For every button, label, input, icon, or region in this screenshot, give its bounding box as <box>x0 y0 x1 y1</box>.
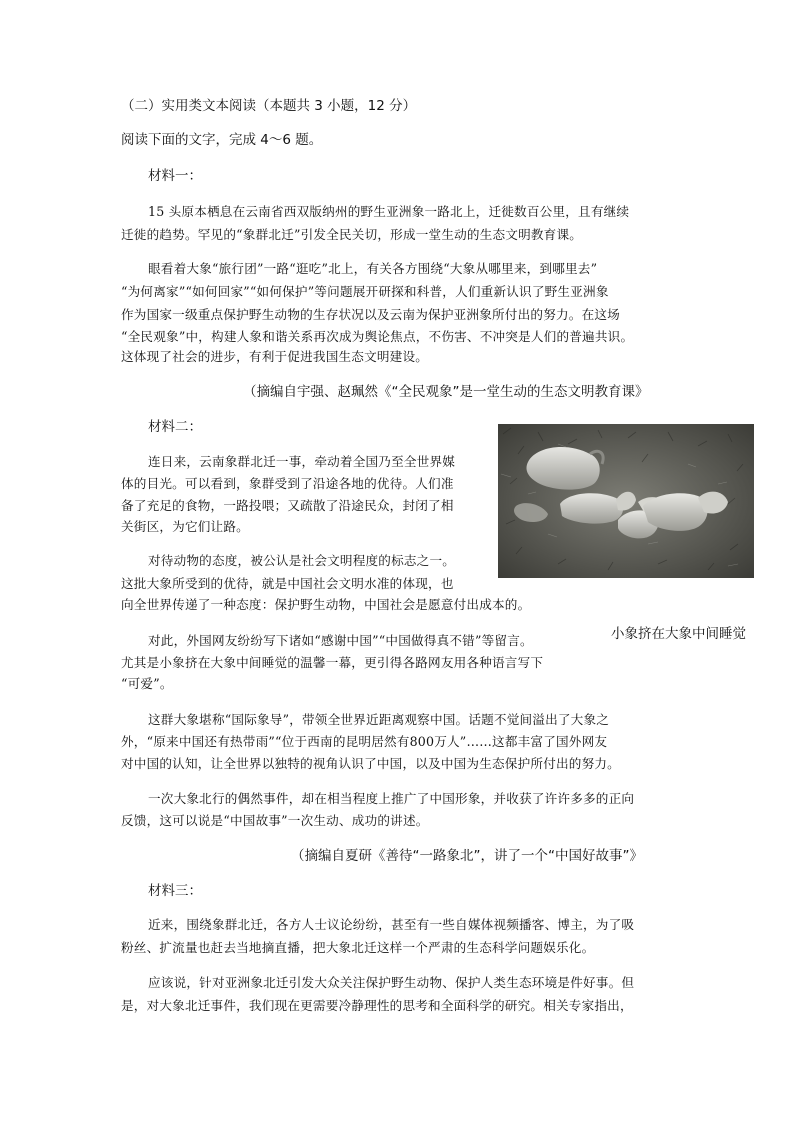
material-one-p1-line: 15 头原本栖息在云南省西双版纳州的野生亚洲象一路北上，迁徙数百公里，且有继续 <box>148 204 630 219</box>
material-three-p2-line: 应该说，针对亚洲象北迁引发大众关注保护野生动物、保护人类生态环境是件好事。但 <box>148 975 635 990</box>
material-one-p2-line: 这体现了社会的进步，有利于促进我国生态文明建设。 <box>121 349 429 364</box>
material-one-p2-line: “全民观象”中，构建人象和谐关系再次成为舆论焦点，不伤害、不冲突是人们的普遍共识。 <box>121 329 634 344</box>
material-two-p1-line: 连日来，云南象群北迁一事，牵动着全国乃至全世界媒 <box>148 454 456 469</box>
material-three-label: 材料三： <box>148 883 202 899</box>
material-two-p2-line: 这批大象所受到的优待，就是中国社会文明水准的体现，也 <box>121 576 454 591</box>
material-three-p2-line: 是，对大象北迁事件，我们现在更需要冷静理性的思考和全面科学的研究。相关专家指出， <box>121 998 633 1013</box>
section-instruction: 阅读下面的文字，完成 4～6 题。 <box>121 132 323 148</box>
material-two-p3-line: 对此，外国网友纷纷写下诸如“感谢中国”“中国做得真不错”等留言。 <box>148 633 533 648</box>
material-two-p4-line: 外，“原来中国还有热带雨”“位于西南的昆明居然有800万人”……这都丰富了国外网友 <box>121 734 608 749</box>
material-one-p2-line: “为何离家”“如何回家”“如何保护”等问题展开研探和科普，人们重新认识了野生亚洲象 <box>121 284 609 299</box>
material-two-p1-line: 体的目光。可以看到，象群受到了沿途各地的优待。人们准 <box>121 476 454 491</box>
material-one-p2-line: 作为国家一级重点保护野生动物的生存状况以及云南为保护亚洲象所付出的努力。在这场 <box>121 307 620 322</box>
material-one-label: 材料一： <box>148 168 202 184</box>
material-two-p3-line: “可爱”。 <box>121 676 173 691</box>
material-two-label: 材料二： <box>148 419 202 435</box>
material-one-p2-line: 眼看着大象“旅行团”一路“逛吃”北上，有关各方围绕“大象从哪里来，到哪里去” <box>148 261 598 276</box>
section-title: （二）实用类文本阅读（本题共 3 小题，12 分） <box>121 98 417 114</box>
material-two-p1-line: 关街区，为它们让路。 <box>121 519 249 534</box>
material-two-p2-line: 对待动物的态度，被公认是社会文明程度的标志之一。 <box>148 553 456 568</box>
material-three-p1-line: 近来，围绕象群北迁，各方人士议论纷纷，甚至有一些自媒体视频播客、博主，为了吸 <box>148 917 635 932</box>
material-two-p3-line: 尤其是小象挤在大象中间睡觉的温馨一幕，更引得各路网友用各种语言写下 <box>121 655 544 670</box>
material-two-p1-line: 备了充足的食物，一路投喂；又疏散了沿途民众，封闭了相 <box>121 498 454 513</box>
material-two-p5-line: 反馈，这可以说是“中国故事”一次生动、成功的讲述。 <box>121 813 429 828</box>
material-two-p4-line: 对中国的认知，让全世界以独特的视角认识了中国，以及中国为生态保护所付出的努力。 <box>121 756 620 771</box>
material-two-p4-line: 这群大象堪称“国际象导”，带领全世界近距离观察中国。话题不觉间溢出了大象之 <box>148 712 610 727</box>
elephants-photo <box>498 424 754 578</box>
photo-caption: 小象挤在大象中间睡觉 <box>611 626 746 642</box>
material-two-source: （摘编自夏研《善待“一路象北”，讲了一个“中国好故事”》 <box>291 848 643 864</box>
material-one-source: （摘编自宇强、赵珮然《“全民观象”是一堂生动的生态文明教育课》 <box>243 384 649 400</box>
material-two-p2-line: 向全世界传递了一种态度：保护野生动物，中国社会是愿意付出成本的。 <box>121 597 531 612</box>
material-two-p5-line: 一次大象北行的偶然事件，却在相当程度上推广了中国形象，并收获了许许多多的正向 <box>148 791 635 806</box>
material-three-p1-line: 粉丝、扩流量也赶去当地摘直播，把大象北迁这样一个严肃的生态科学问题娱乐化。 <box>121 940 595 955</box>
material-one-p1-line: 迁徙的趋势。罕见的“象群北迁”引发全民关切，形成一堂生动的生态文明教育课。 <box>121 227 583 242</box>
